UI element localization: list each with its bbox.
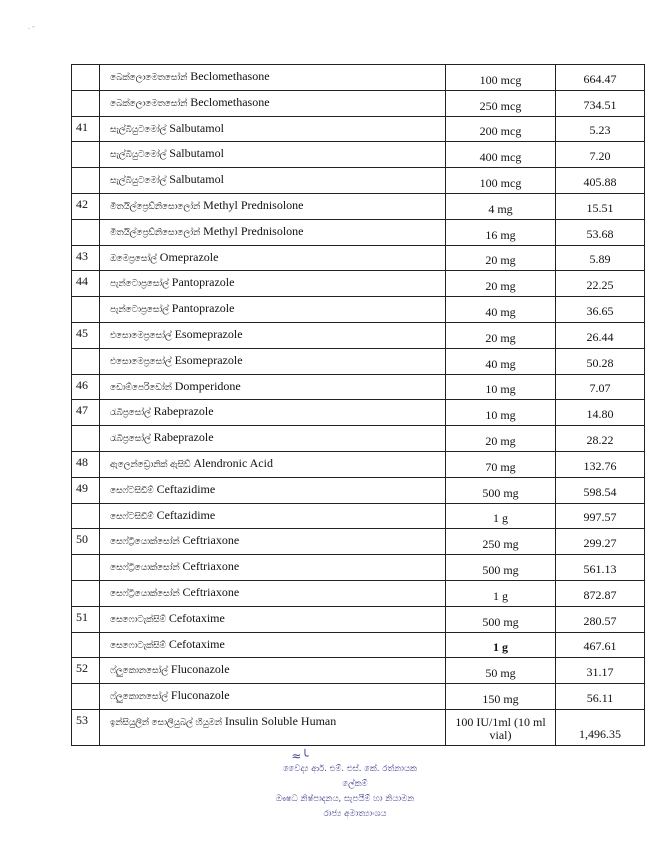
drug-name-english: Ceftazidime <box>156 481 216 496</box>
drug-name-sinhala: එසොමෙප්‍රසෝල් <box>110 356 172 367</box>
table-row <box>72 529 645 555</box>
drug-name-sinhala: ෆ්ලුකොනසෝල් <box>110 666 168 677</box>
dosage-cell: 10 mg <box>446 374 556 400</box>
drug-name-cell <box>100 555 446 581</box>
dosage-cell: 20 mg <box>446 271 556 297</box>
drug-name-sinhala: සෙෆ්ට්‍රියොක්සෝන් <box>110 537 180 548</box>
drug-name-cell <box>100 168 446 194</box>
item-number <box>72 555 100 581</box>
item-number <box>72 426 100 452</box>
drug-name-english: Beclomethasone <box>190 94 270 109</box>
drug-name-english: Beclomethasone <box>190 69 270 83</box>
corner-mark: . - <box>28 22 35 31</box>
drug-name-cell <box>100 90 446 116</box>
drug-name-sinhala: සෙෆ්ටසිඩිම් <box>110 511 154 522</box>
drug-name-cell <box>100 658 446 684</box>
table-row <box>72 168 645 194</box>
drug-name-sinhala: ඩොම්පෙරිඩෝන් <box>110 382 172 393</box>
signatory-title: ලේකම් <box>342 779 368 789</box>
item-number <box>72 684 100 710</box>
price-cell: 1,496.35 <box>556 709 645 745</box>
price-cell: 36.65 <box>556 297 645 323</box>
price-cell: 28.22 <box>556 426 645 452</box>
table-row <box>72 400 645 426</box>
item-number: 49 <box>72 477 100 503</box>
table-row <box>72 632 645 658</box>
table-row <box>72 503 645 529</box>
price-cell: 14.80 <box>556 400 645 426</box>
drug-name-cell <box>100 709 446 745</box>
drug-name-cell <box>100 684 446 710</box>
item-number <box>72 65 100 91</box>
dosage-cell: 16 mg <box>446 219 556 245</box>
drug-price-table <box>71 64 645 746</box>
drug-name-cell <box>100 193 446 219</box>
drug-name-english: Rabeprazole <box>153 430 214 445</box>
price-cell: 22.25 <box>556 271 645 297</box>
drug-name-cell <box>100 297 446 323</box>
drug-name-cell <box>100 477 446 503</box>
item-number <box>72 142 100 168</box>
item-number <box>72 632 100 658</box>
drug-name-english: Cefotaxime <box>168 636 225 651</box>
price-cell: 299.27 <box>556 529 645 555</box>
dosage-cell: 500 mg <box>446 606 556 632</box>
drug-name-english: Methyl Prednisolone <box>203 223 304 238</box>
drug-name-sinhala: සැල්බියුටමෝල් <box>110 176 167 187</box>
drug-name-cell <box>100 348 446 374</box>
signatory-name: වෛද්‍ය ආර්. එම්. එස්. කේ. රත්නායක <box>283 764 417 774</box>
drug-name-cell <box>100 632 446 658</box>
table-row <box>72 555 645 581</box>
price-cell: 405.88 <box>556 168 645 194</box>
table-row <box>72 65 645 91</box>
drug-name-sinhala: බෙක්ලොමෙතසෝන් <box>110 98 188 109</box>
table-row <box>72 219 645 245</box>
drug-name-english: Ceftriaxone <box>182 584 240 599</box>
dosage-cell: 40 mg <box>446 348 556 374</box>
item-number: 52 <box>72 658 100 684</box>
table-row <box>72 142 645 168</box>
item-number: 51 <box>72 606 100 632</box>
item-number: 53 <box>72 709 100 745</box>
item-number <box>72 297 100 323</box>
dosage-cell: 50 mg <box>446 658 556 684</box>
drug-name-sinhala: පැන්ටොප්‍රසෝල් <box>110 279 169 290</box>
item-number: 44 <box>72 271 100 297</box>
drug-name-english: Insulin Soluble Human <box>224 713 337 728</box>
dosage-cell: 200 mcg <box>446 116 556 142</box>
price-cell: 56.11 <box>556 684 645 710</box>
item-number <box>72 219 100 245</box>
dosage-cell: 20 mg <box>446 322 556 348</box>
drug-name-english: Ceftriaxone <box>182 533 240 548</box>
item-number: 42 <box>72 193 100 219</box>
item-number: 45 <box>72 322 100 348</box>
item-number: 46 <box>72 374 100 400</box>
price-cell: 53.68 <box>556 219 645 245</box>
drug-name-english: Ceftriaxone <box>182 559 240 574</box>
table-row <box>72 426 645 452</box>
item-number: 48 <box>72 451 100 477</box>
table-row <box>72 684 645 710</box>
drug-name-sinhala: මිතයිල්ප්‍රෙඩ්නිසොලෝන් <box>110 227 201 238</box>
dosage-cell: 1 g <box>446 503 556 529</box>
drug-name-english: Domperidone <box>174 378 241 393</box>
signatory-ministry: රාජ්‍ය අමාත්‍යාංශය <box>323 809 387 819</box>
item-number: 47 <box>72 400 100 426</box>
price-cell: 26.44 <box>556 322 645 348</box>
drug-name-sinhala: රැබිප්‍රසෝල් <box>110 408 151 419</box>
drug-name-sinhala: සැල්බියුටමෝල් <box>110 124 167 135</box>
signatory-department: ඖෂධ නිෂ්පාදනය, සැපයීම් හා නියාමන <box>275 794 415 804</box>
price-cell: 5.89 <box>556 245 645 271</box>
dosage-cell: 10 mg <box>446 400 556 426</box>
drug-name-sinhala: මිතයිල්ප්‍රෙඩ්නිසොලෝන් <box>110 201 201 212</box>
price-cell: 598.54 <box>556 477 645 503</box>
table-row <box>72 297 645 323</box>
dosage-cell: 4 mg <box>446 193 556 219</box>
table-row <box>72 116 645 142</box>
drug-name-cell <box>100 245 446 271</box>
drug-name-sinhala: සෙෆ්ටසිඩිම් <box>110 485 154 496</box>
table-row <box>72 606 645 632</box>
price-cell: 872.87 <box>556 580 645 606</box>
drug-name-english: Salbutamol <box>169 146 224 161</box>
dosage-cell: 20 mg <box>446 245 556 271</box>
drug-name-sinhala: ඇලෙන්ඩ්‍රොනික් ඇසිඩ් <box>110 459 191 470</box>
drug-name-english: Salbutamol <box>169 120 224 135</box>
drug-name-sinhala: ෆ්ලුකොනසෝල් <box>110 692 168 703</box>
drug-name-english: Salbutamol <box>169 172 224 187</box>
price-cell: 31.17 <box>556 658 645 684</box>
drug-name-english: Pantoprazole <box>171 301 235 316</box>
dosage-cell: 100 mcg <box>446 168 556 194</box>
item-number <box>72 90 100 116</box>
drug-name-cell <box>100 503 446 529</box>
dosage-cell: 500 mg <box>446 477 556 503</box>
drug-name-sinhala: සෙෆ්ට්‍රියොක්සෝන් <box>110 563 180 574</box>
table-row <box>72 374 645 400</box>
table-row <box>72 348 645 374</box>
dosage-cell: 400 mcg <box>446 142 556 168</box>
price-cell: 997.57 <box>556 503 645 529</box>
drug-name-cell <box>100 219 446 245</box>
signature-scribble: ≈╰ <box>291 749 309 763</box>
drug-name-cell <box>100 580 446 606</box>
item-number: 43 <box>72 245 100 271</box>
table-row <box>72 193 645 219</box>
table-row <box>72 322 645 348</box>
table-row <box>72 451 645 477</box>
table-row <box>72 90 645 116</box>
drug-name-english: Ceftazidime <box>156 507 216 522</box>
price-cell: 15.51 <box>556 193 645 219</box>
price-cell: 5.23 <box>556 116 645 142</box>
item-number <box>72 348 100 374</box>
drug-name-cell <box>100 142 446 168</box>
dosage-cell: 150 mg <box>446 684 556 710</box>
item-number <box>72 168 100 194</box>
drug-name-english: Fluconazole <box>170 688 230 703</box>
item-number: 50 <box>72 529 100 555</box>
price-cell: 561.13 <box>556 555 645 581</box>
table-row <box>72 580 645 606</box>
drug-name-sinhala: සැල්බියුටමෝල් <box>110 150 167 161</box>
drug-name-cell <box>100 271 446 297</box>
drug-name-english: Methyl Prednisolone <box>203 197 304 212</box>
price-cell: 132.76 <box>556 451 645 477</box>
drug-name-cell <box>100 451 446 477</box>
dosage-cell: 20 mg <box>446 426 556 452</box>
drug-name-english: Alendronic Acid <box>193 455 273 470</box>
drug-name-cell <box>100 322 446 348</box>
drug-name-sinhala: එසොමෙප්‍රසෝල් <box>110 330 172 341</box>
drug-name-sinhala: රැබිප්‍රසෝල් <box>110 434 151 445</box>
drug-name-cell <box>100 606 446 632</box>
drug-name-cell <box>100 116 446 142</box>
drug-name-cell <box>100 374 446 400</box>
dosage-cell: 40 mg <box>446 297 556 323</box>
price-cell: 7.07 <box>556 374 645 400</box>
drug-name-english: Cefotaxime <box>168 610 225 625</box>
drug-name-english: Esomeprazole <box>174 326 243 341</box>
drug-name-sinhala: ඔමෙප්‍රසෝල් <box>110 253 157 264</box>
signature-block <box>0 750 650 822</box>
dosage-cell: 100 mcg <box>446 65 556 91</box>
table-row <box>72 271 645 297</box>
table-row <box>72 709 645 745</box>
price-cell: 280.57 <box>556 606 645 632</box>
item-number <box>72 503 100 529</box>
dosage-cell: 250 mcg <box>446 90 556 116</box>
drug-name-english: Rabeprazole <box>153 404 214 419</box>
drug-name-english: Pantoprazole <box>171 275 235 290</box>
price-cell: 664.47 <box>556 65 645 91</box>
dosage-cell: 1 g <box>446 632 556 658</box>
dosage-cell: 100 IU/1ml (10 ml vial) <box>446 709 556 745</box>
table-row <box>72 245 645 271</box>
drug-name-english: Omeprazole <box>159 249 219 264</box>
drug-name-sinhala: බෙක්ලොමෙතසෝන් <box>110 73 188 83</box>
drug-name-english: Esomeprazole <box>174 352 243 367</box>
item-number: 41 <box>72 116 100 142</box>
dosage-cell: 1 g <box>446 580 556 606</box>
drug-name-sinhala: ඉන්සියුලින් සොලියුබල් හියුමන් <box>110 717 222 728</box>
price-cell: 50.28 <box>556 348 645 374</box>
price-cell: 734.51 <box>556 90 645 116</box>
dosage-cell: 70 mg <box>446 451 556 477</box>
price-cell: 7.20 <box>556 142 645 168</box>
drug-name-cell <box>100 426 446 452</box>
table-row <box>72 658 645 684</box>
drug-name-cell <box>100 529 446 555</box>
drug-name-sinhala: සෙෆොටැක්සිම් <box>110 640 166 651</box>
table-row <box>72 477 645 503</box>
price-cell: 467.61 <box>556 632 645 658</box>
dosage-cell: 250 mg <box>446 529 556 555</box>
item-number <box>72 580 100 606</box>
drug-name-sinhala: සෙෆොටැක්සිම් <box>110 614 166 625</box>
drug-name-cell <box>100 400 446 426</box>
drug-name-english: Fluconazole <box>170 662 230 677</box>
drug-name-sinhala: සෙෆ්ට්‍රියොක්සෝන් <box>110 588 180 599</box>
drug-name-sinhala: පැන්ටොප්‍රසෝල් <box>110 305 169 316</box>
drug-name-cell <box>100 65 446 91</box>
drug-price-table-body <box>72 65 645 746</box>
dosage-cell: 500 mg <box>446 555 556 581</box>
